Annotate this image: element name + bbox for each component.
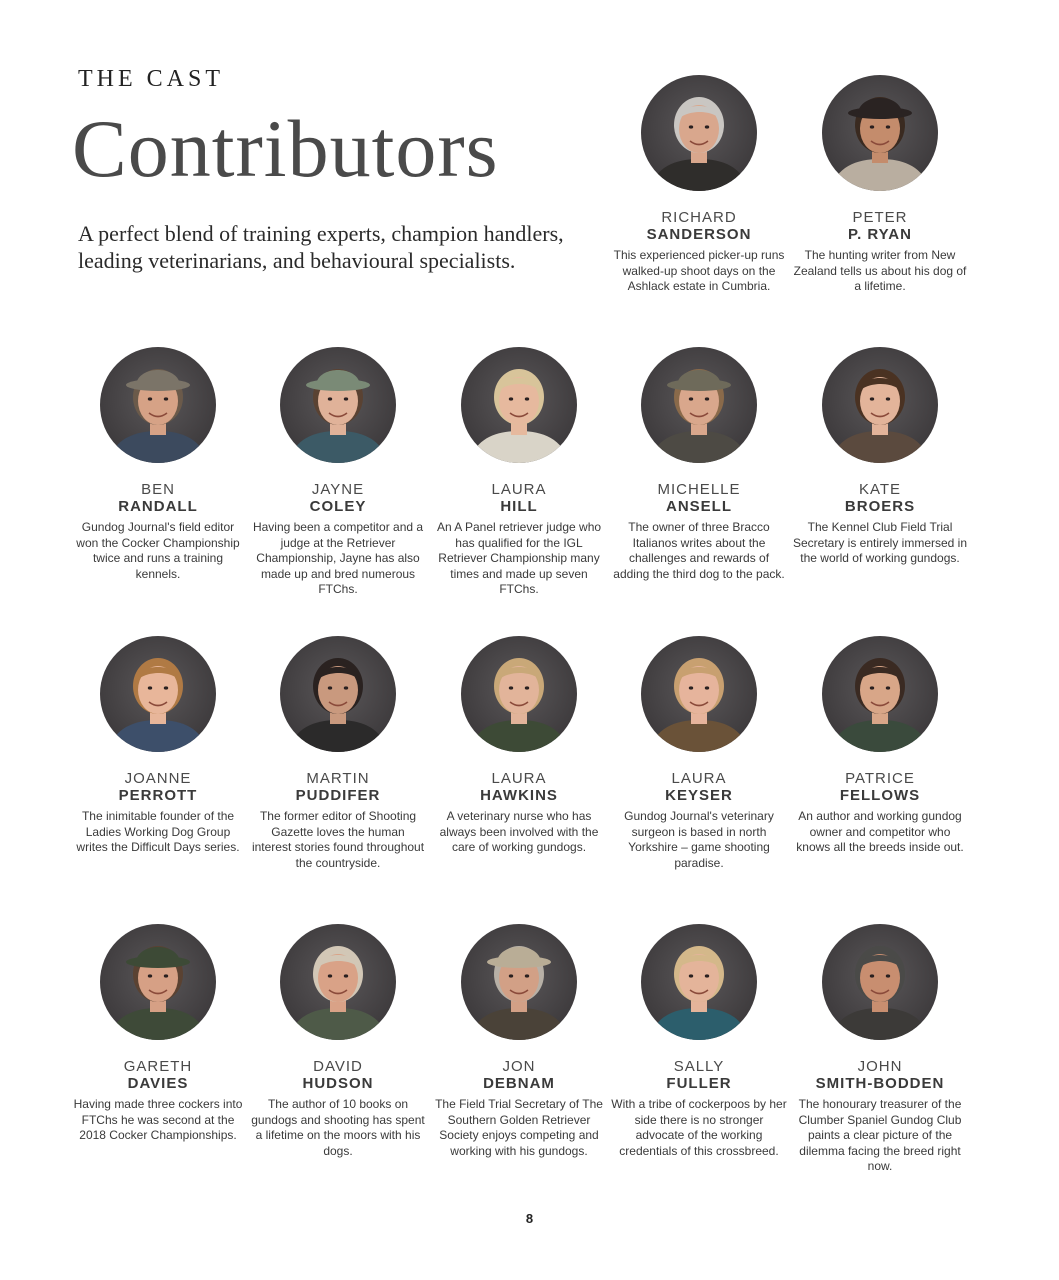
- contributor-photo: [461, 636, 577, 752]
- contributor-bio: A veterinary nurse who has always been involved with the care of working gundogs.: [439, 809, 599, 855]
- contributor-last-name: PERROTT: [118, 787, 198, 804]
- contributor-last-name: HAWKINS: [480, 787, 558, 804]
- contributor-last-name: COLEY: [309, 498, 367, 515]
- contributor-card-patrice-fellows: [792, 636, 968, 856]
- intro-text: A perfect blend of training experts, champion handlers, leading veterinarians, and behavioural specialists.: [78, 221, 564, 273]
- contributor-photo: [641, 347, 757, 463]
- contributor-card-joanne-perrott: [70, 636, 246, 856]
- contributor-card-john-smith-bodden: [792, 924, 968, 1175]
- contributor-last-name: DAVIES: [127, 1075, 189, 1092]
- contributor-first-name: GARETH: [123, 1058, 193, 1075]
- contributor-last-name: PUDDIFER: [295, 787, 381, 804]
- contributor-last-name: FELLOWS: [839, 787, 921, 804]
- portrait-silhouette: [822, 75, 938, 191]
- contributor-photo: [461, 924, 577, 1040]
- contributor-first-name: LAURA: [671, 770, 727, 787]
- contributor-card-richard-sanderson: [611, 75, 787, 295]
- kicker: THE CAST: [78, 66, 224, 92]
- contributor-first-name: RICHARD: [661, 209, 737, 226]
- contributor-photo: [100, 347, 216, 463]
- contributor-last-name: P. RYAN: [848, 226, 912, 243]
- portrait-silhouette: [461, 347, 577, 463]
- contributor-bio: Having made three cockers into FTChs he was second at the 2018 Cocker Championships.: [73, 1097, 243, 1143]
- contributor-first-name: MICHELLE: [657, 481, 741, 498]
- contributor-first-name: SALLY: [673, 1058, 725, 1075]
- contributor-bio: The Field Trial Secretary of The Southern Golden Retriever Society enjoys competing and working with his gundogs.: [435, 1097, 603, 1158]
- portrait-silhouette: [280, 347, 396, 463]
- portrait-silhouette: [280, 924, 396, 1040]
- contributor-photo: [822, 924, 938, 1040]
- contributor-card-jayne-coley: [250, 347, 426, 598]
- contributor-bio: The hunting writer from New Zealand tells us about his dog of a lifetime.: [793, 248, 967, 294]
- contributor-card-kate-broers: [792, 347, 968, 567]
- portrait-silhouette: [461, 636, 577, 752]
- portrait-silhouette: [641, 924, 757, 1040]
- contributor-last-name: HILL: [500, 498, 538, 515]
- page-number: 8: [525, 1211, 534, 1226]
- contributor-last-name: SANDERSON: [646, 226, 752, 243]
- contributor-last-name: FULLER: [666, 1075, 732, 1092]
- contributor-bio: An A Panel retriever judge who has qualified for the IGL Retriever Championship many times and made up seven FTChs.: [436, 520, 602, 597]
- contributor-card-michelle-ansell: [611, 347, 787, 582]
- contributor-card-laura-keyser: [611, 636, 787, 871]
- contributor-last-name: DEBNAM: [483, 1075, 555, 1092]
- contributor-bio: The Kennel Club Field Trial Secretary is entirely immersed in the world of working gundogs.: [792, 520, 968, 566]
- contributor-bio: The owner of three Bracco Italianos writes about the challenges and rewards of adding the third dog to the pack.: [613, 520, 785, 581]
- contributor-card-david-hudson: [250, 924, 426, 1159]
- portrait-silhouette: [822, 924, 938, 1040]
- contributor-photo: [100, 924, 216, 1040]
- contributor-last-name: BROERS: [844, 498, 916, 515]
- contributor-photo: [641, 924, 757, 1040]
- contributor-last-name: SMITH-BODDEN: [815, 1075, 945, 1092]
- contributor-first-name: DAVID: [313, 1058, 363, 1075]
- contributor-first-name: LAURA: [491, 770, 547, 787]
- contributor-card-martin-puddifer: [250, 636, 426, 871]
- contributor-last-name: KEYSER: [665, 787, 733, 804]
- contributor-first-name: PATRICE: [845, 770, 915, 787]
- portrait-silhouette: [822, 636, 938, 752]
- contributor-photo: [100, 636, 216, 752]
- contributor-bio: An author and working gundog owner and competitor who knows all the breeds inside out.: [796, 809, 964, 855]
- portrait-silhouette: [100, 636, 216, 752]
- contributor-first-name: PETER: [852, 209, 908, 226]
- contributor-last-name: RANDALL: [118, 498, 198, 515]
- contributor-photo: [822, 347, 938, 463]
- portrait-silhouette: [100, 924, 216, 1040]
- contributor-photo: [461, 347, 577, 463]
- portrait-silhouette: [461, 924, 577, 1040]
- contributor-card-peter-p-ryan: [792, 75, 968, 295]
- contributor-first-name: MARTIN: [306, 770, 370, 787]
- contributor-first-name: KATE: [858, 481, 902, 498]
- contributor-photo: [280, 636, 396, 752]
- contributor-card-ben-randall: [70, 347, 246, 582]
- portrait-silhouette: [641, 636, 757, 752]
- portrait-silhouette: [641, 75, 757, 191]
- contributor-first-name: LAURA: [491, 481, 547, 498]
- contributor-bio: This experienced picker-up runs walked-up shoot days on the Ashlack estate in Cumbria.: [613, 248, 785, 294]
- contributor-card-laura-hawkins: [431, 636, 607, 856]
- contributor-last-name: HUDSON: [302, 1075, 374, 1092]
- contributor-bio: The former editor of Shooting Gazette loves the human interest stories found throughout the countryside.: [251, 809, 425, 870]
- contributor-last-name: ANSELL: [666, 498, 732, 515]
- contributor-bio: Having been a competitor and a judge at the Retriever Championship, Jayne has also made up and bred numerous FTChs.: [252, 520, 424, 597]
- contributor-first-name: JOHN: [857, 1058, 903, 1075]
- contributor-bio: The author of 10 books on gundogs and shooting has spent a lifetime on the moors with his dogs.: [251, 1097, 425, 1158]
- contributor-photo: [280, 924, 396, 1040]
- contributor-photo: [822, 636, 938, 752]
- contributor-photo: [641, 636, 757, 752]
- contributor-bio: Gundog Journal's veterinary surgeon is based in north Yorkshire – game shooting paradise.: [624, 809, 774, 870]
- contributor-first-name: JON: [502, 1058, 536, 1075]
- contributor-card-gareth-davies: [70, 924, 246, 1144]
- contributor-bio: The inimitable founder of the Ladies Working Dog Group writes the Difficult Days series.: [76, 809, 240, 855]
- contributor-first-name: JOANNE: [124, 770, 192, 787]
- contributor-photo: [822, 75, 938, 191]
- contributor-photo: [280, 347, 396, 463]
- contributor-bio: With a tribe of cockerpoos by her side there is no stronger advocate of the working credentials of this crossbreed.: [611, 1097, 787, 1158]
- contributor-photo: [641, 75, 757, 191]
- contributor-bio: Gundog Journal's field editor won the Cocker Championship twice and runs a training kennels.: [76, 520, 240, 581]
- portrait-silhouette: [641, 347, 757, 463]
- portrait-silhouette: [822, 347, 938, 463]
- contributor-card-jon-debnam: [431, 924, 607, 1159]
- contributor-bio: The honourary treasurer of the Clumber Spaniel Gundog Club paints a clear picture of the dilemma facing the breed right now.: [798, 1097, 962, 1174]
- portrait-silhouette: [280, 636, 396, 752]
- contributor-first-name: JAYNE: [311, 481, 365, 498]
- contributor-first-name: BEN: [141, 481, 175, 498]
- page-title: Contributors: [72, 103, 499, 194]
- portrait-silhouette: [100, 347, 216, 463]
- contributor-card-laura-hill: [431, 347, 607, 598]
- contributor-card-sally-fuller: [611, 924, 787, 1159]
